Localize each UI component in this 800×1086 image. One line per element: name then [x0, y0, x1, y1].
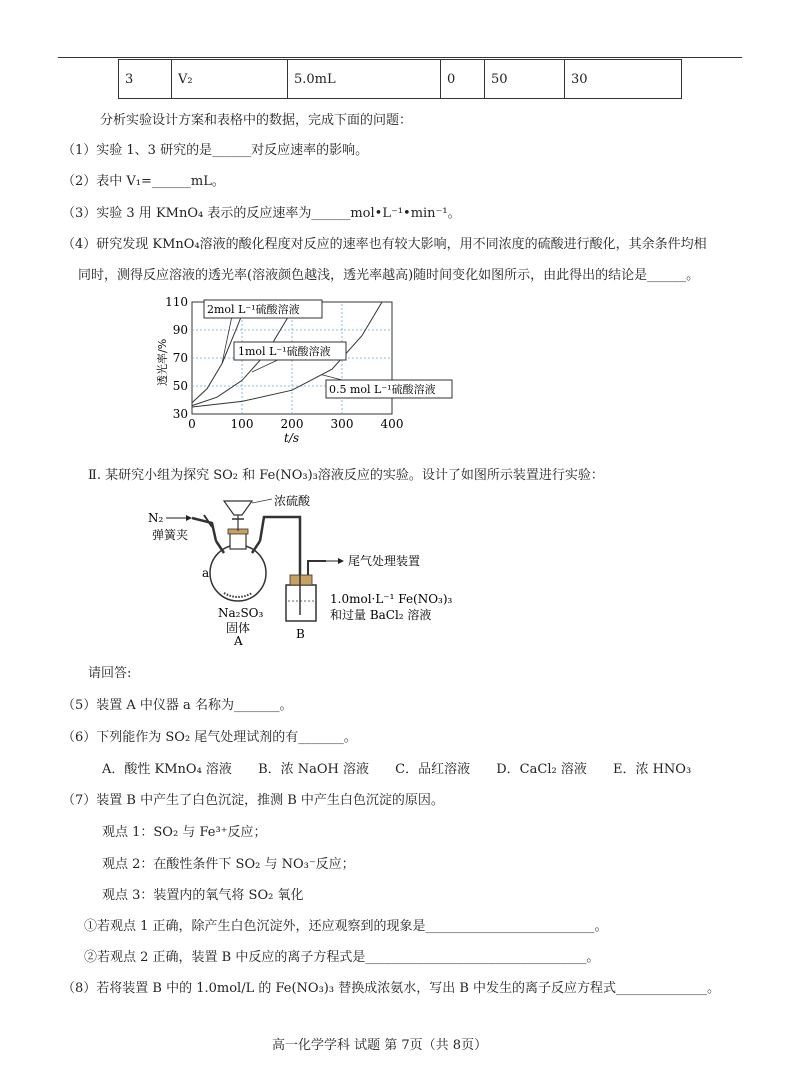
- question-3: （3）实验 3 用 KMnO₄ 表示的反应速率为______mol•L⁻¹•min⁻¹。: [62, 206, 461, 221]
- y-tick-label: 70: [172, 351, 188, 365]
- table-cell: 30: [565, 60, 682, 99]
- table-cell: 5.0mL: [288, 60, 441, 99]
- header-rule: [58, 57, 742, 58]
- table-cell: 50: [485, 60, 565, 99]
- solid-formula-label: Na₂SO₃: [218, 606, 264, 620]
- apparatus-diagram: [140, 494, 470, 648]
- question-7: （7）装置 B 中产生了白色沉淀，推测 B 中产生白色沉淀的原因。: [62, 793, 444, 808]
- y-tick-label: 50: [172, 379, 188, 393]
- answer-prompt: 请回答:: [88, 666, 132, 681]
- viewpoint-2: 观点 2：在酸性条件下 SO₂ 与 NO₃⁻反应；: [102, 857, 355, 872]
- connecting-tube: [260, 517, 300, 575]
- question-8: （8）若将装置 B 中的 1.0mol/L 的 Fe(NO₃)₃ 替换成浓氨水，写出 B 中发生的离子反应方程式______________。: [62, 981, 721, 996]
- table-row: [119, 60, 682, 99]
- outlet-pipe: [308, 561, 326, 575]
- question-5: （5）装置 A 中仪器 a 名称为_______。: [62, 698, 293, 713]
- viewpoint-3: 观点 3：装置内的氧气将 SO₂ 氧化: [102, 888, 304, 903]
- intro-text: 分析实验设计方案和表格中的数据，完成下面的问题：: [100, 113, 413, 128]
- table-cell: 3: [119, 60, 172, 99]
- inlet-tube: [192, 518, 216, 541]
- question-6-options: [102, 758, 713, 777]
- page-footer: 高一化学学科 试题 第 7页（共 8页）: [272, 1038, 488, 1053]
- legend-label: 2mol L⁻¹硫酸溶液: [207, 303, 300, 316]
- question-2: （2）表中 V₁=______mL。: [62, 174, 225, 189]
- tail-arrowhead-icon: [338, 558, 344, 564]
- option-d: D．CaCl₂ 溶液: [496, 762, 587, 777]
- option-c: C．品红溶液: [395, 762, 471, 777]
- table-cell: V₂: [172, 60, 288, 99]
- x-tick-label: 300: [330, 417, 354, 431]
- vessel-a-label: a: [202, 566, 210, 580]
- solution-label-1: 1.0mol·L⁻¹ Fe(NO₃)₃: [330, 592, 453, 606]
- bottle-b: [286, 585, 316, 621]
- legend-label: 0.5 mol L⁻¹硫酸溶液: [329, 383, 436, 396]
- solid-state-label: 固体: [226, 621, 251, 635]
- option-b: B．浓 NaOH 溶液: [258, 762, 370, 777]
- bottle-stopper: [290, 575, 312, 585]
- question-6: （6）下列能作为 SO₂ 尾气处理试剂的有_______。: [62, 730, 357, 745]
- y-tick-label: 110: [165, 295, 188, 309]
- sub-question-1: ①若观点 1 正确，除产生白色沉淀外，还应观察到的现象是__________________________。: [84, 919, 608, 934]
- apparatus-a-label: A: [234, 634, 243, 648]
- legend-pointer: [222, 316, 232, 364]
- legend-pointer: [322, 375, 342, 380]
- x-tick-label: 400: [380, 417, 404, 431]
- acid-label: 浓硫酸: [274, 494, 311, 508]
- solution-label-2: 和过量 BaCl₂ 溶液: [330, 608, 432, 622]
- y-tick-label: 30: [172, 407, 188, 421]
- legend-label: 1mol L⁻¹硫酸溶液: [238, 345, 331, 358]
- question-4-line1: （4）研究发现 KMnO₄溶液的酸化程度对反应的速率也有较大影响，用不同浓度的硫酸进行酸化，其余条件均相: [62, 237, 707, 252]
- y-axis-label: 透光率/%: [156, 338, 169, 386]
- option-a: A．酸性 KMnO₄ 溶液: [102, 762, 232, 777]
- x-tick-label: 100: [230, 417, 254, 431]
- part-2-intro: Ⅱ. 某研究小组为探究 SO₂ 和 Fe(NO₃)₃溶液反应的实验。设计了如图所示装置进行实验：: [88, 468, 604, 483]
- n2-label: N₂: [148, 511, 164, 525]
- apparatus-b-label: B: [296, 627, 305, 641]
- flask-a: [210, 545, 266, 601]
- x-axis-label: t/s: [284, 431, 300, 445]
- clip-label: 弹簧夹: [152, 528, 189, 542]
- solid-powder: [224, 593, 252, 597]
- sub-question-2: ②若观点 2 正确，装置 B 中反应的离子方程式是__________________________________。: [84, 950, 600, 965]
- x-tick-label: 200: [280, 417, 304, 431]
- question-1: （1）实验 1、3 研究的是______对反应速率的影响。: [62, 143, 369, 158]
- transmittance-chart: [150, 292, 436, 462]
- viewpoint-1: 观点 1：SO₂ 与 Fe³⁺反应；: [102, 825, 267, 840]
- x-tick-label: 0: [188, 417, 196, 431]
- tail-gas-label: 尾气处理装置: [348, 554, 421, 568]
- y-tick-label: 90: [172, 323, 188, 337]
- n2-arrowhead-icon: [186, 515, 192, 521]
- table-cell: 0: [441, 60, 485, 99]
- acid-pointer: [252, 499, 272, 503]
- option-e: E．浓 HNO₃: [612, 762, 692, 777]
- data-table: [118, 59, 682, 99]
- question-4-line2: 同时，测得反应溶液的透光率(溶液颜色越浅，透光率越高)随时间变化如图所示，由此得出的结论是______。: [78, 268, 700, 283]
- dropping-funnel: [224, 501, 252, 515]
